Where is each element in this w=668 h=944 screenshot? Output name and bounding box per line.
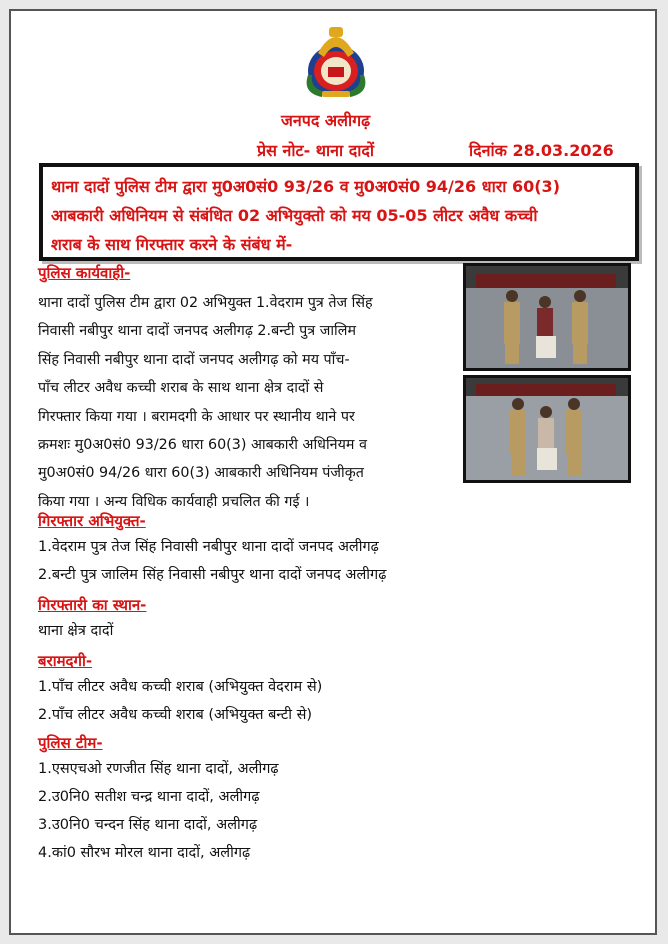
para-line: किया गया । अन्य विधिक कार्यवाही प्रचलित की गई ।	[38, 493, 310, 510]
headline-line: आबकारी अधिनियम से संबंधित 02 अभियुक्तो को मय 05-05 लीटर अवैध कच्ची	[51, 206, 538, 225]
arrest-photo-2	[463, 375, 631, 483]
list-item: 2.उ0नि0 सतीश चन्द्र थाना दादों, अलीगढ़	[38, 789, 260, 805]
para-line: गिरफ्तार किया गया । बरामदगी के आधार पर स्थानीय थाने पर	[38, 408, 355, 425]
para-line: निवासी नबीपुर थाना दादों जनपद अलीगढ़ 2.बन्टी पुत्र जालिम	[38, 323, 356, 340]
list-item: 1.वेदराम पुत्र तेज सिंह निवासी नबीपुर थाना दादों जनपद अलीगढ़	[38, 539, 379, 555]
list-item: 2.बन्टी पुत्र जालिम सिंह निवासी नबीपुर थाना दादों जनपद अलीगढ़	[38, 567, 387, 583]
list-item: 2.पाँच लीटर अवैध कच्ची शराब (अभियुक्त बन्टी से)	[38, 707, 313, 723]
press-note-label: प्रेस नोट- थाना दादों	[257, 141, 375, 160]
para-line: मु0अ0सं0 94/26 धारा 60(3) आबकारी अधिनियम पंजीकृत	[38, 465, 364, 482]
list-item: 1.एसएचओ रणजीत सिंह थाना दादों, अलीगढ़	[38, 761, 279, 777]
recovery-heading: बरामदगी-	[38, 652, 93, 670]
recovery-list	[38, 673, 322, 729]
up-police-emblem-icon	[296, 23, 376, 103]
police-team-list	[38, 755, 279, 867]
para-line: क्रमशः मु0अ0सं0 93/26 धारा 60(3) आबकारी अधिनियम व	[38, 437, 367, 454]
district-title: जनपद अलीगढ़	[281, 111, 371, 130]
headline-box	[39, 163, 639, 261]
arrest-place-heading: गिरफ्तारी का स्थान-	[38, 596, 147, 614]
press-note-page	[9, 9, 657, 935]
list-item: 4.कां0 सौरभ मोरल थाना दादों, अलीगढ़	[38, 845, 251, 861]
list-item: 1.पाँच लीटर अवैध कच्ची शराब (अभियुक्त वेदराम से)	[38, 679, 323, 695]
arrest-photo-1	[463, 263, 631, 371]
headline-line: शराब के साथ गिरफ्तार करने के संबंध में-	[51, 235, 293, 254]
headline-line: थाना दादों पुलिस टीम द्वारा मु0अ0सं0 93/26 व मु0अ0सं0 94/26 धारा 60(3)	[51, 177, 561, 196]
arrested-list	[38, 533, 386, 589]
police-action-paragraph	[38, 289, 460, 516]
police-team-heading: पुलिस टीम-	[38, 734, 103, 752]
para-line: थाना दादों पुलिस टीम द्वारा 02 अभियुक्त 1.वेदराम पुत्र तेज सिंह	[38, 295, 373, 311]
press-date: दिनांक 28.03.2026	[469, 141, 614, 160]
list-item: 3.उ0नि0 चन्दन सिंह थाना दादों, अलीगढ़	[38, 817, 258, 833]
arrested-heading: गिरफ्तार अभियुक्त-	[38, 512, 146, 530]
arrest-place-text: थाना क्षेत्र दादों	[38, 623, 114, 639]
para-line: सिंह निवासी नबीपुर थाना दादों जनपद अलीगढ़ को मय पाँच-	[38, 351, 350, 368]
para-line: पाँच लीटर अवैध कच्ची शराब के साथ थाना क्षेत्र दादों से	[38, 380, 324, 397]
police-action-heading: पुलिस कार्यवाही-	[38, 264, 131, 282]
